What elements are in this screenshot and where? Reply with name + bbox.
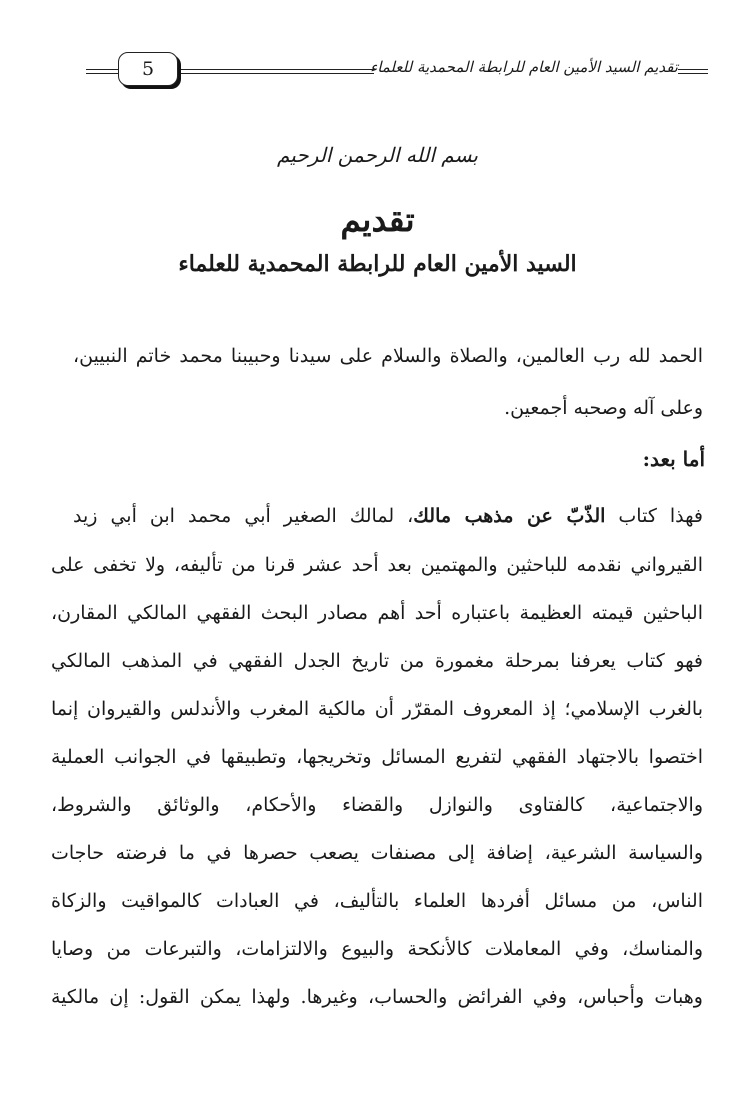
running-header: [86, 48, 708, 94]
header-rule-left: [86, 69, 118, 70]
header-rule-middle-second: [178, 73, 374, 74]
paragraph-line: الباحثين قيمته العظيمة باعتباره أحد أهم مصادر البحث الفقهي المالكي المقارن،: [51, 602, 703, 624]
paragraph-line: اختصوا بالاجتهاد الفقهي لتفريع المسائل وتخريجها، وتطبيقها في الجوانب العملية: [51, 746, 703, 768]
page-title: تقديم: [340, 200, 415, 239]
paragraph-line-1-rest: ، لمالك الصغير أبي محمد ابن أبي زيد: [73, 505, 414, 527]
paragraph-line-1: [73, 502, 703, 532]
opening-line-2: وعلى آله وصحبه أجمعين.: [504, 397, 703, 419]
book-title: الذّبّ عن مذهب مالك: [413, 505, 606, 527]
paragraph-line: وهبات وأحباس، وفي الفرائض والحساب، وغيرها. ولهذا يمكن القول: إن مالكية: [51, 986, 703, 1008]
paragraph-line: القيرواني نقدمه للباحثين والمهتمين بعد أحد عشر قرنا من تأليفه، ولا تخفى على: [51, 554, 703, 576]
paragraph-line-1-prefix: فهذا كتاب: [605, 505, 703, 527]
paragraph-line: والاجتماعية، كالفتاوى والنوازل والقضاء والأحكام، والوثائق والشروط،: [51, 794, 703, 816]
page-number: 5: [118, 52, 178, 86]
paragraph-line: الناس، من مسائل أفردها العلماء بالتأليف، في العبادات كالمواقيت والزكاة: [51, 890, 703, 912]
paragraph-line: فهو كتاب يعرفنا بمرحلة مغمورة من تاريخ الجدل الفقهي في المذهب المالكي: [51, 650, 703, 672]
paragraph-line: والسياسة الشرعية، إضافة إلى مصنفات يصعب حصرها في ما فرضته حاجات: [51, 842, 703, 864]
basmala: بسم الله الرحمن الرحيم: [276, 143, 478, 167]
amma-baad-heading: أما بعد:: [642, 447, 705, 471]
header-rule-middle: [178, 69, 374, 70]
running-header-title: تقديم السيد الأمين العام للرابطة المحمدية للعلماء: [370, 58, 678, 76]
page-subtitle: السيد الأمين العام للرابطة المحمدية للعلماء: [178, 251, 577, 277]
opening-line-1: الحمد لله رب العالمين، والصلاة والسلام على سيدنا وحبيبنا محمد خاتم النبيين،: [73, 345, 703, 367]
header-rule-left-second: [86, 73, 118, 74]
header-rule-right: [678, 69, 708, 70]
paragraph-line: بالغرب الإسلامي؛ إذ المعروف المقرّر أن مالكية المغرب والأندلس والقيروان إنما: [51, 698, 703, 720]
paragraph-line: والمناسك، وفي المعاملات كالأنكحة والبيوع والالتزامات، والتبرعات من وصايا: [51, 938, 703, 960]
header-rule-right-second: [678, 73, 708, 74]
